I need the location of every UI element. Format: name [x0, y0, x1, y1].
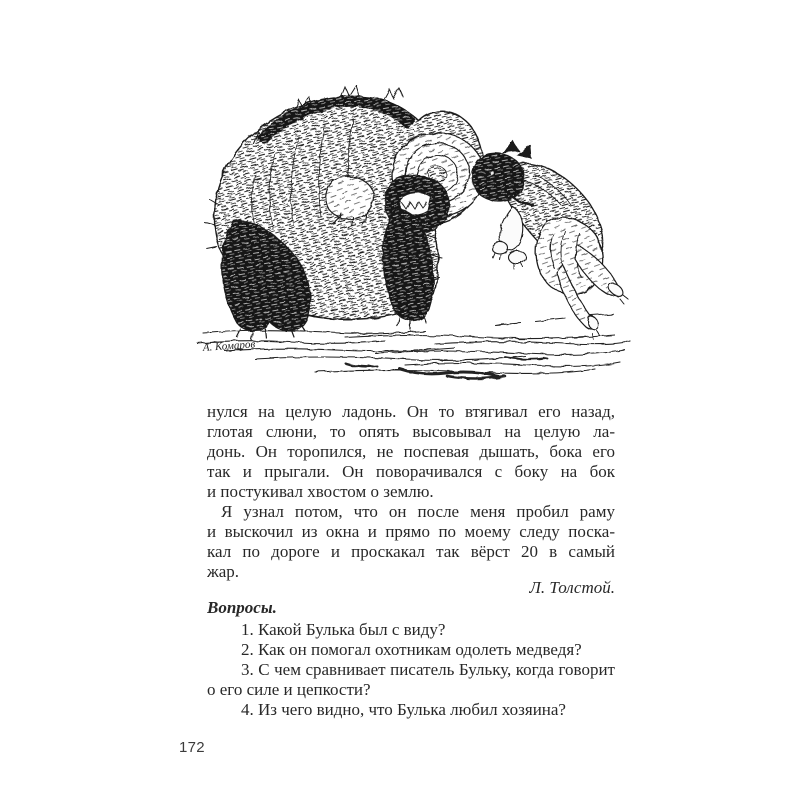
author-attribution: Л. Толстой. — [529, 578, 615, 597]
question-line: 3. С чем сравнивает писатель Бульку, когда говорит — [241, 660, 615, 679]
body-line: и выскочил из окна и прямо по моему следу поска- — [207, 522, 615, 541]
body-line: глотая слюни, то опять высовывал на целую ла- — [207, 422, 615, 441]
body-line: донь. Он торопился, не поспевая дышать, бока его — [207, 442, 615, 461]
page-number: 172 — [179, 739, 205, 756]
body-line: и постукивал хвостом о землю. — [207, 482, 434, 501]
body-line: так и прыгали. Он поворачивался с боку на бок — [207, 462, 615, 481]
questions-list — [207, 620, 615, 720]
body-line: кал по дороге и проскакал так вёрст 20 в самый — [207, 542, 615, 561]
illustration-bear-and-bulldog — [195, 85, 645, 385]
dog-figure — [472, 140, 628, 339]
body-line: нулся на целую ладонь. Он то втягивал его назад, — [207, 402, 615, 421]
questions-heading: Вопросы. — [207, 598, 277, 617]
bear-figure — [204, 85, 484, 340]
illustration-svg — [195, 85, 645, 385]
body-line: Я узнал потом, что он после меня пробил раму — [221, 502, 615, 521]
body-line: жар. — [207, 562, 240, 581]
question-line: 4. Из чего видно, что Булька любил хозяина? — [241, 700, 566, 719]
artist-signature: А. Комаров — [202, 338, 256, 354]
question-line: о его силе и цепкости? — [207, 680, 371, 699]
text-block — [207, 402, 615, 720]
question-line: 1. Какой Булька был с виду? — [241, 620, 446, 639]
question-line: 2. Как он помогал охотникам одолеть медведя? — [241, 640, 582, 659]
